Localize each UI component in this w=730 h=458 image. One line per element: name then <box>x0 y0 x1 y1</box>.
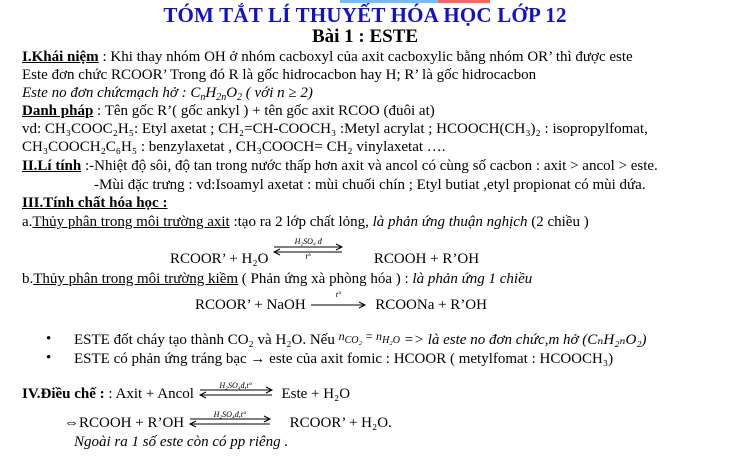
section4-heading: IV.Điều chế : <box>22 386 109 402</box>
one-way-note: là phản ứng 1 chiều <box>412 271 533 287</box>
definition-line <box>22 48 633 66</box>
alkaline-hydrolysis-line <box>22 270 532 288</box>
catalyst-label: H₂SO₄đ,t° <box>213 409 247 419</box>
alkaline-hydrolysis-heading: Thủy phân trong môi trường kiềm <box>33 271 239 287</box>
combustion-bullet <box>74 331 647 349</box>
reversible-arrow-icon <box>188 409 272 429</box>
section3-heading: III.Tính chất hóa học : <box>22 195 168 211</box>
forward-arrow-icon <box>309 289 367 307</box>
preparation-line <box>22 380 351 403</box>
saponification-equation <box>195 289 487 314</box>
examples-line-1: vd: CH₃COOC₂H₅: Etyl axetat ; CH₂=CH-COOCH₃ :Metyl acrylat ; HCOOCH(CH₃)₂ : isopropylfomat, <box>22 121 648 137</box>
definition-text: : Khi thay nhóm OH ở nhóm cacboxyl của axit cacboxylic bằng nhóm OR’ thì được este <box>98 49 633 65</box>
other-methods-note: Ngoài ra 1 số este còn có pp riêng . <box>74 434 289 450</box>
page-title: TÓM TẮT LÍ THUYẾT HÓA HỌC LỚP 12 <box>163 3 567 27</box>
bullet-dot: • <box>46 350 52 366</box>
bullet-dot: • <box>46 331 52 347</box>
item-a-label: a. <box>22 214 33 230</box>
equation-reactants: : Axit + Ancol <box>108 386 194 402</box>
equation-products: RCOOR’ + H₂O. <box>289 415 392 431</box>
catalyst-label: H₂SO₄đ,t° <box>219 380 252 390</box>
acid-hydrolysis-heading: Thủy phân trong môi trường axit <box>32 214 230 230</box>
saturated-ester-label: Este no đơn chứcmạch hở : <box>22 85 191 101</box>
temperature-label: t° <box>305 251 311 261</box>
temperature-label: t° <box>335 289 342 299</box>
acid-hydrolysis-line <box>22 213 589 231</box>
saponification-text: ( Phản ứng xà phòng hóa ) : <box>238 271 413 287</box>
item-b-label: b. <box>22 271 34 287</box>
odor-line: -Mùi đặc trưng : vd:Isoamyl axetat : mùi chuối chín ; Etyl butiat ,etyl propionat có mùi dứa. <box>94 177 646 193</box>
equation-products: Este + H₂O <box>281 386 351 402</box>
reversible-note: là phản ứng thuận nghịch <box>372 214 528 230</box>
monofunctional-ester-line: Este đơn chức RCOOR’ Trong đó R là gốc hidrocacbon hay H; R’ là gốc hidrocacbon <box>22 67 537 83</box>
naming-text: : Tên gốc R’( gốc ankyl ) + tên gốc axit RCOO (đuôi at) <box>93 103 435 119</box>
two-way-note: (2 chiều ) <box>527 214 589 230</box>
examples-line-2: CH₃COOCH₂C₆H₅ : benzylaxetat , CH₃COOCH= CH₂ vinylaxetat …. <box>22 139 446 155</box>
naming-line <box>22 102 435 120</box>
equation-reactants: RCOOR’ + H₂O <box>170 251 269 267</box>
saturated-ester-conclusion: => là este no đơn chức,m hở (CₙH₂ₙO₂) <box>403 332 647 348</box>
reversible-arrow-icon <box>272 236 344 261</box>
boiling-point-text: :-Nhiệt độ sôi, độ tan trong nước thấp hơn axit và ancol có cùng số cacbon : axit > ancol > este. <box>81 158 658 174</box>
section2-heading: II.Lí tính <box>22 158 82 174</box>
naming-heading: Danh pháp <box>22 103 94 119</box>
acid-hydrolysis-text: :tạo ra 2 lớp chất lỏng, <box>229 214 373 230</box>
reversible-arrow-icon <box>198 380 274 400</box>
equation-reactants: RCOOR’ + NaOH <box>195 297 306 313</box>
equation-reactants: ⇔RCOOH + R’OH <box>64 415 185 431</box>
esterification-equation <box>64 409 392 432</box>
acid-hydrolysis-equation <box>170 236 480 268</box>
saturated-ester-line <box>22 84 313 102</box>
n-condition: ( với n ≥ 2) <box>242 85 313 101</box>
silver-mirror-bullet: ESTE có phản ứng tráng bạc → este của axit fomic : HCOOR ( metylfomat : HCOOCH₃) <box>74 351 614 367</box>
lesson-title: Bài 1 : ESTE <box>311 26 419 47</box>
section1-heading: I.Khái niệm <box>22 49 99 65</box>
physical-properties-line <box>22 157 658 175</box>
mole-equality: nCO₂ = nH₂O <box>338 329 400 346</box>
equation-products: RCOOH + R’OH <box>373 251 480 267</box>
general-formula: $C_nH_{2n}O_2$ <box>190 85 243 103</box>
equation-products: RCOONa + R’OH <box>375 297 487 313</box>
combustion-text: ESTE đốt cháy tạo thành CO₂ và H₂O. Nếu <box>74 332 339 348</box>
catalyst-label: H₂SO₄ đ <box>294 236 322 246</box>
